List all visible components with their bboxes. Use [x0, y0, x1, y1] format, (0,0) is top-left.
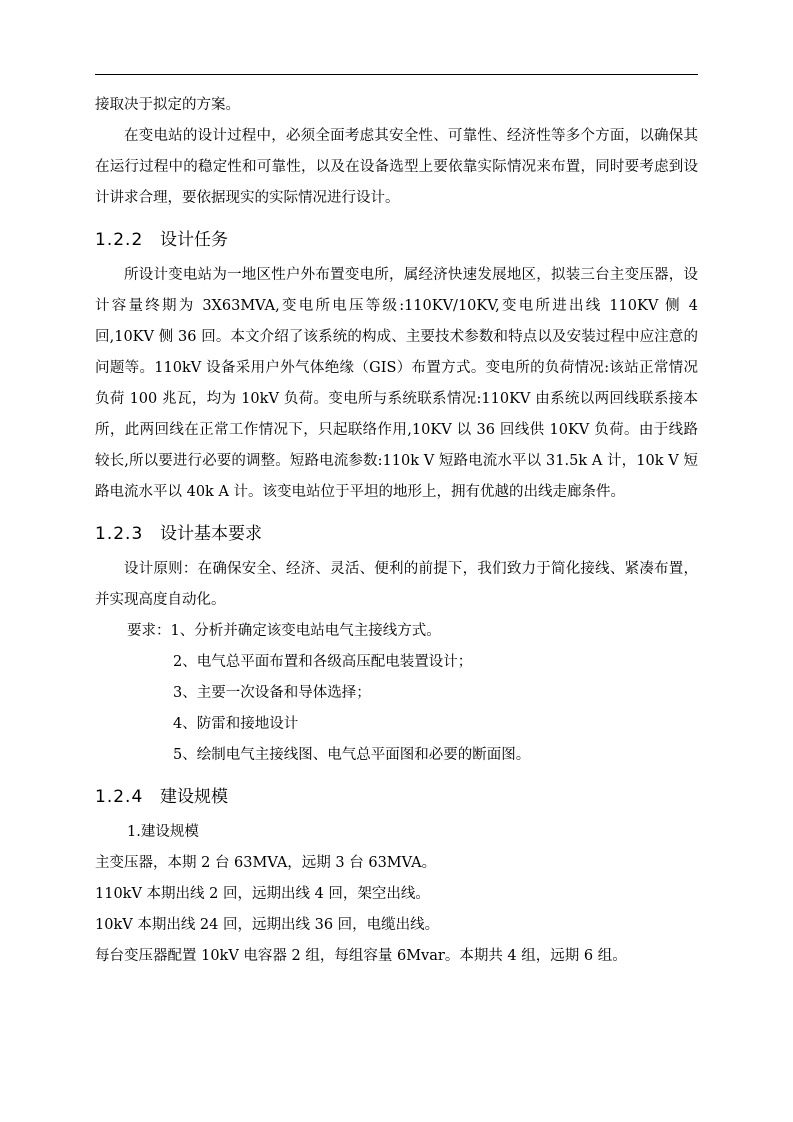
section-title: 建设规模 [160, 787, 228, 807]
scale-line-110kv: 110kV 本期出线 2 回，远期出线 4 回，架空出线。 [95, 886, 430, 902]
scale-line-10kv: 10kV 本期出线 24 回，远期出线 36 回，电缆出线。 [95, 917, 440, 933]
requirement-item-1: 要求：1、分析并确定该变电站电气主接线方式。 [127, 623, 441, 639]
paragraph-design-principle: 设计原则：在确保安全、经济、灵活、便利的前提下，我们致力于简化接线、紧凑布置，并实现高度自动化。 [95, 561, 698, 608]
requirement-item-3: 3、主要一次设备和导体选择； [173, 685, 371, 701]
section-title: 设计任务 [160, 230, 228, 250]
section-number: 1.2.3 [95, 524, 144, 544]
scale-line-transformer: 主变压器，本期 2 台 63MVA，远期 3 台 63MVA。 [95, 855, 437, 871]
document-body [95, 90, 698, 972]
paragraph-design-considerations: 在变电站的设计过程中，必须全面考虑其安全性、可靠性、经济性等多个方面，以确保其在运行过程中的稳定性和可靠性，以及在设备选型上要依靠实际情况来布置，同时要考虑到设计讲求合理，要依据现实的实际情况进行设计。 [95, 128, 698, 206]
paragraph-continuation: 接取决于拟定的方案。 [95, 97, 240, 113]
requirement-item-2: 2、电气总平面布置和各级高压配电装置设计； [173, 654, 473, 670]
section-heading-design-task [95, 220, 698, 260]
requirement-item-4: 4、防雷和接地设计 [173, 716, 299, 732]
requirement-item-5: 5、绘制电气主接线图、电气总平面图和必要的断面图。 [173, 747, 531, 763]
section-heading-basic-requirements [95, 514, 698, 554]
scale-line-capacitor: 每台变压器配置 10kV 电容器 2 组，每组容量 6Mvar。本期共 4 组，远期 6 组。 [95, 948, 627, 964]
section-number: 1.2.2 [95, 230, 144, 250]
section-number: 1.2.4 [95, 787, 144, 807]
paragraph-design-task: 所设计变电站为一地区性户外布置变电所，属经济快速发展地区，拟装三台主变压器，设计容量终期为 3X63MVA,变电所电压等级:110KV/10KV,变电所进出线 110KV 侧 4 回,10KV 侧 36 回。本文介绍了该系统的构成、主要技术参数和特点以及安装过程中应注意的问题等。110kV 设备采用户外气体绝缘（GIS）布置方式。变电所的负荷情况:该站正常情况负荷 100 兆瓦，均为 10kV 负荷。变电所与系统联系情况:110KV 由系统以两回线联系接本所，此两回线在正常工作情况下，只起联络作用,10KV 以 36 回线供 10KV 负荷。由于线路较长,所以要进行必要的调整。短路电流参数:110k V 短路电流水平以 31.5k A 计，10k V 短路电流水平以 40k A 计。该变电站位于平坦的地形上，拥有优越的出线走廊条件。 [95, 267, 698, 500]
header-rule [95, 74, 698, 75]
section-heading-construction-scale [95, 777, 698, 817]
subheading-construction-scale: 1.建设规模 [127, 824, 199, 840]
section-title: 设计基本要求 [160, 524, 262, 544]
